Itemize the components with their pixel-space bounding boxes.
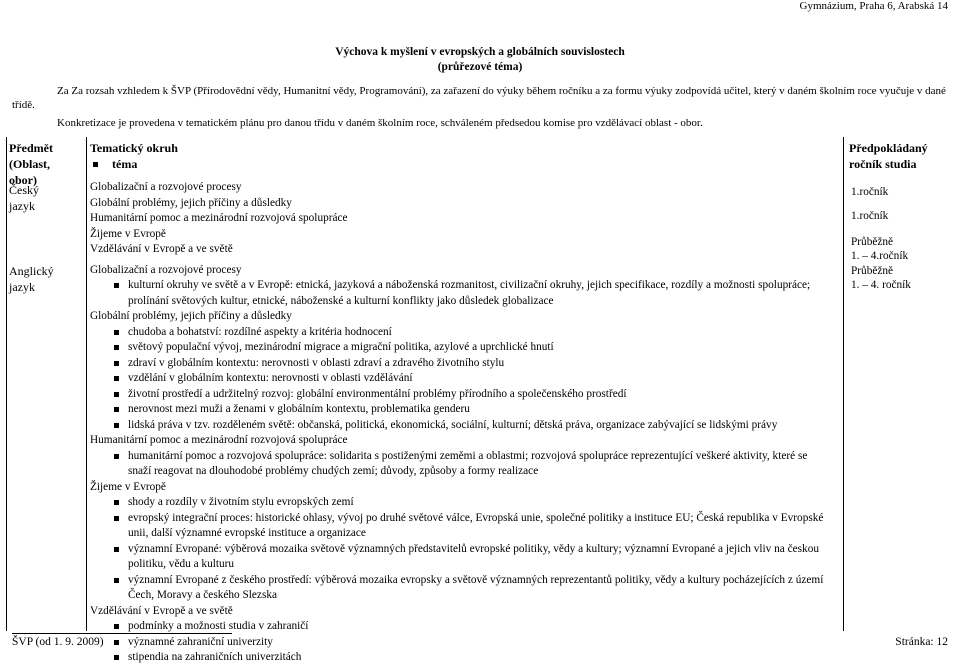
english-topic4-list [90, 495, 830, 604]
subject-english-line2: jazyk [9, 280, 35, 294]
english-topic-heading: Globalizační a rozvojové procesy [90, 263, 242, 276]
list-item: evropský integrační proces: historické ohlasy, vývoj po druhé světové válce, Evropská unie, společné politiky a instituce EU; Česká republika v Evropské unii, další významné evropské instituce a organizace [90, 511, 830, 542]
list-item: životní prostředí a udržitelný rozvoj: globální environmentální problémy přírodního a společenského prostředí [90, 387, 830, 403]
header-subject-line2: (Oblast, [9, 157, 51, 171]
header-subject-line1: Předmět [9, 141, 53, 155]
school-header: Gymnázium, Praha 6, Arabská 14 [799, 0, 948, 12]
subject-english-line1: Anglický [9, 264, 54, 278]
list-item: kulturní okruhy ve světě a v Evropě: etnická, jazyková a náboženská rozmanitost, civilizační okruhy, jejich specifikace, rozdíly a možnosti spolupráce; prolínání světových kultur, etnické, náboženské a kulturní konflikty jako důsledek globalizace [90, 278, 830, 309]
english-grade-2: 1. – 4. ročník [851, 279, 911, 291]
subject-czech-line1: Český [9, 183, 39, 197]
page-footer [12, 636, 948, 648]
header-topic-line2 [90, 156, 178, 172]
czech-topic: Humanitární pomoc a mezinárodní rozvojová spolupráce [90, 212, 348, 224]
english-topic1-list [90, 278, 830, 309]
intro-paragraph-2: Konkretizace je provedena v tematickém plánu pro danou třídu v daném školním roce, schváleném předsedou komise pro vzdělávací oblast - obor. [57, 117, 703, 129]
english-topic-heading: Vzdělávání v Evropě a ve světě [90, 604, 233, 617]
list-item: nerovnost mezi muži a ženami v globálním kontextu, problematika genderu [90, 402, 830, 418]
header-topic-line1: Tematický okruh [90, 141, 178, 155]
czech-topic: Globální problémy, jejich příčiny a důsledky [90, 196, 292, 209]
subject-english [9, 263, 54, 295]
table-border-left [6, 137, 7, 631]
section-title-line2: (průřezové téma) [437, 61, 523, 73]
header-grade [849, 140, 928, 172]
english-topic-heading: Žijeme v Evropě [90, 480, 166, 493]
intro-paragraph-1: Za Za rozsah vzhledem k ŠVP (Přírodovědní vědy, Humanitní vědy, Programování), za zařazení do výuky během ročníku a za formu výuky zodpovídá učitel, který v daném školním roce vyučuje v dané třídě. [12, 85, 946, 111]
list-item: podmínky a možnosti studia v zahraničí [90, 619, 830, 635]
list-item: zdraví v globálním kontextu: nerovnosti v oblasti zdraví a zdravého životního stylu [90, 356, 830, 372]
header-topic-sub: téma [112, 157, 138, 171]
footer-page-number: Stránka: 12 [895, 636, 948, 648]
czech-grade-4: 1. – 4.ročník [851, 250, 909, 262]
topics-column [90, 180, 830, 666]
list-item: významné zahraniční univerzity [90, 635, 830, 651]
czech-grade-1: 1.ročník [851, 186, 889, 198]
czech-grade-3: Průběžně [851, 236, 894, 248]
english-topics [90, 263, 830, 666]
list-item: chudoba a bohatství: rozdílné aspekty a kritéria hodnocení [90, 325, 830, 341]
footer-left: ŠVP (od 1. 9. 2009) [12, 636, 104, 648]
english-topic2-list [90, 325, 830, 434]
english-topic-heading: Humanitární pomoc a mezinárodní rozvojová spolupráce [90, 434, 348, 446]
list-item: stipendia na zahraničních univerzitách [90, 650, 830, 666]
intro-text [12, 84, 952, 130]
bullet-icon [93, 162, 98, 167]
list-item: humanitární pomoc a rozvojová spolupráce: solidarita s postiženými zeměmi a oblastmi; rozvojová spolupráce reprezentující veškeré aktivity, které se snaží reagovat na dlouhodobé problémy chudých zemí; důvody, způsoby a formy realizace [90, 449, 830, 480]
header-subject [9, 140, 53, 188]
subject-czech-line2: jazyk [9, 199, 35, 213]
list-item: světový populační vývoj, mezinárodní migrace a migrační politika, azylové a uprchlické hnutí [90, 340, 830, 356]
czech-grade-2: 1.ročník [851, 210, 889, 222]
table-divider-1 [86, 137, 87, 631]
subject-czech [9, 182, 39, 214]
footer-rule [12, 633, 232, 634]
table-divider-2 [843, 137, 844, 631]
english-grade-1: Průběžně [851, 265, 894, 277]
czech-topic: Globalizační a rozvojové procesy [90, 181, 242, 193]
english-topic3-list [90, 449, 830, 480]
section-title [0, 45, 960, 75]
czech-topics [90, 180, 830, 258]
header-subject-line3: obor) [9, 173, 37, 187]
header-topic [90, 140, 178, 172]
czech-topic: Žijeme v Evropě [90, 227, 166, 240]
list-item: vzdělání v globálním kontextu: nerovnosti v oblasti vzdělávání [90, 371, 830, 387]
list-item: shody a rozdíly v životním stylu evropských zemí [90, 495, 830, 511]
english-topic-heading: Globální problémy, jejich příčiny a důsledky [90, 310, 292, 322]
header-grade-line2: ročník studia [849, 157, 917, 171]
czech-topic: Vzdělávání v Evropě a ve světě [90, 243, 233, 255]
section-title-line1: Výchova k myšlení v evropských a globálních souvislostech [335, 46, 625, 58]
list-item: významní Evropané z českého prostředí: výběrová mozaika evropsky a světově významných reprezentantů politiky, vědy a kultury pocházejících z území Čech, Moravy a českého Slezska [90, 573, 830, 604]
header-grade-line1: Předpokládaný [849, 141, 928, 155]
list-item: lidská práva v tzv. rozděleném světě: občanská, politická, ekonomická, sociální, kulturní; dětská práva, organizace zabývající se lidskými právy [90, 418, 830, 434]
list-item: významní Evropané: výběrová mozaika světově významných představitelů evropské politiky, vědy a kultury; významní Evropané a jejich vliv na českou politiku, vědu a kulturu [90, 542, 830, 573]
